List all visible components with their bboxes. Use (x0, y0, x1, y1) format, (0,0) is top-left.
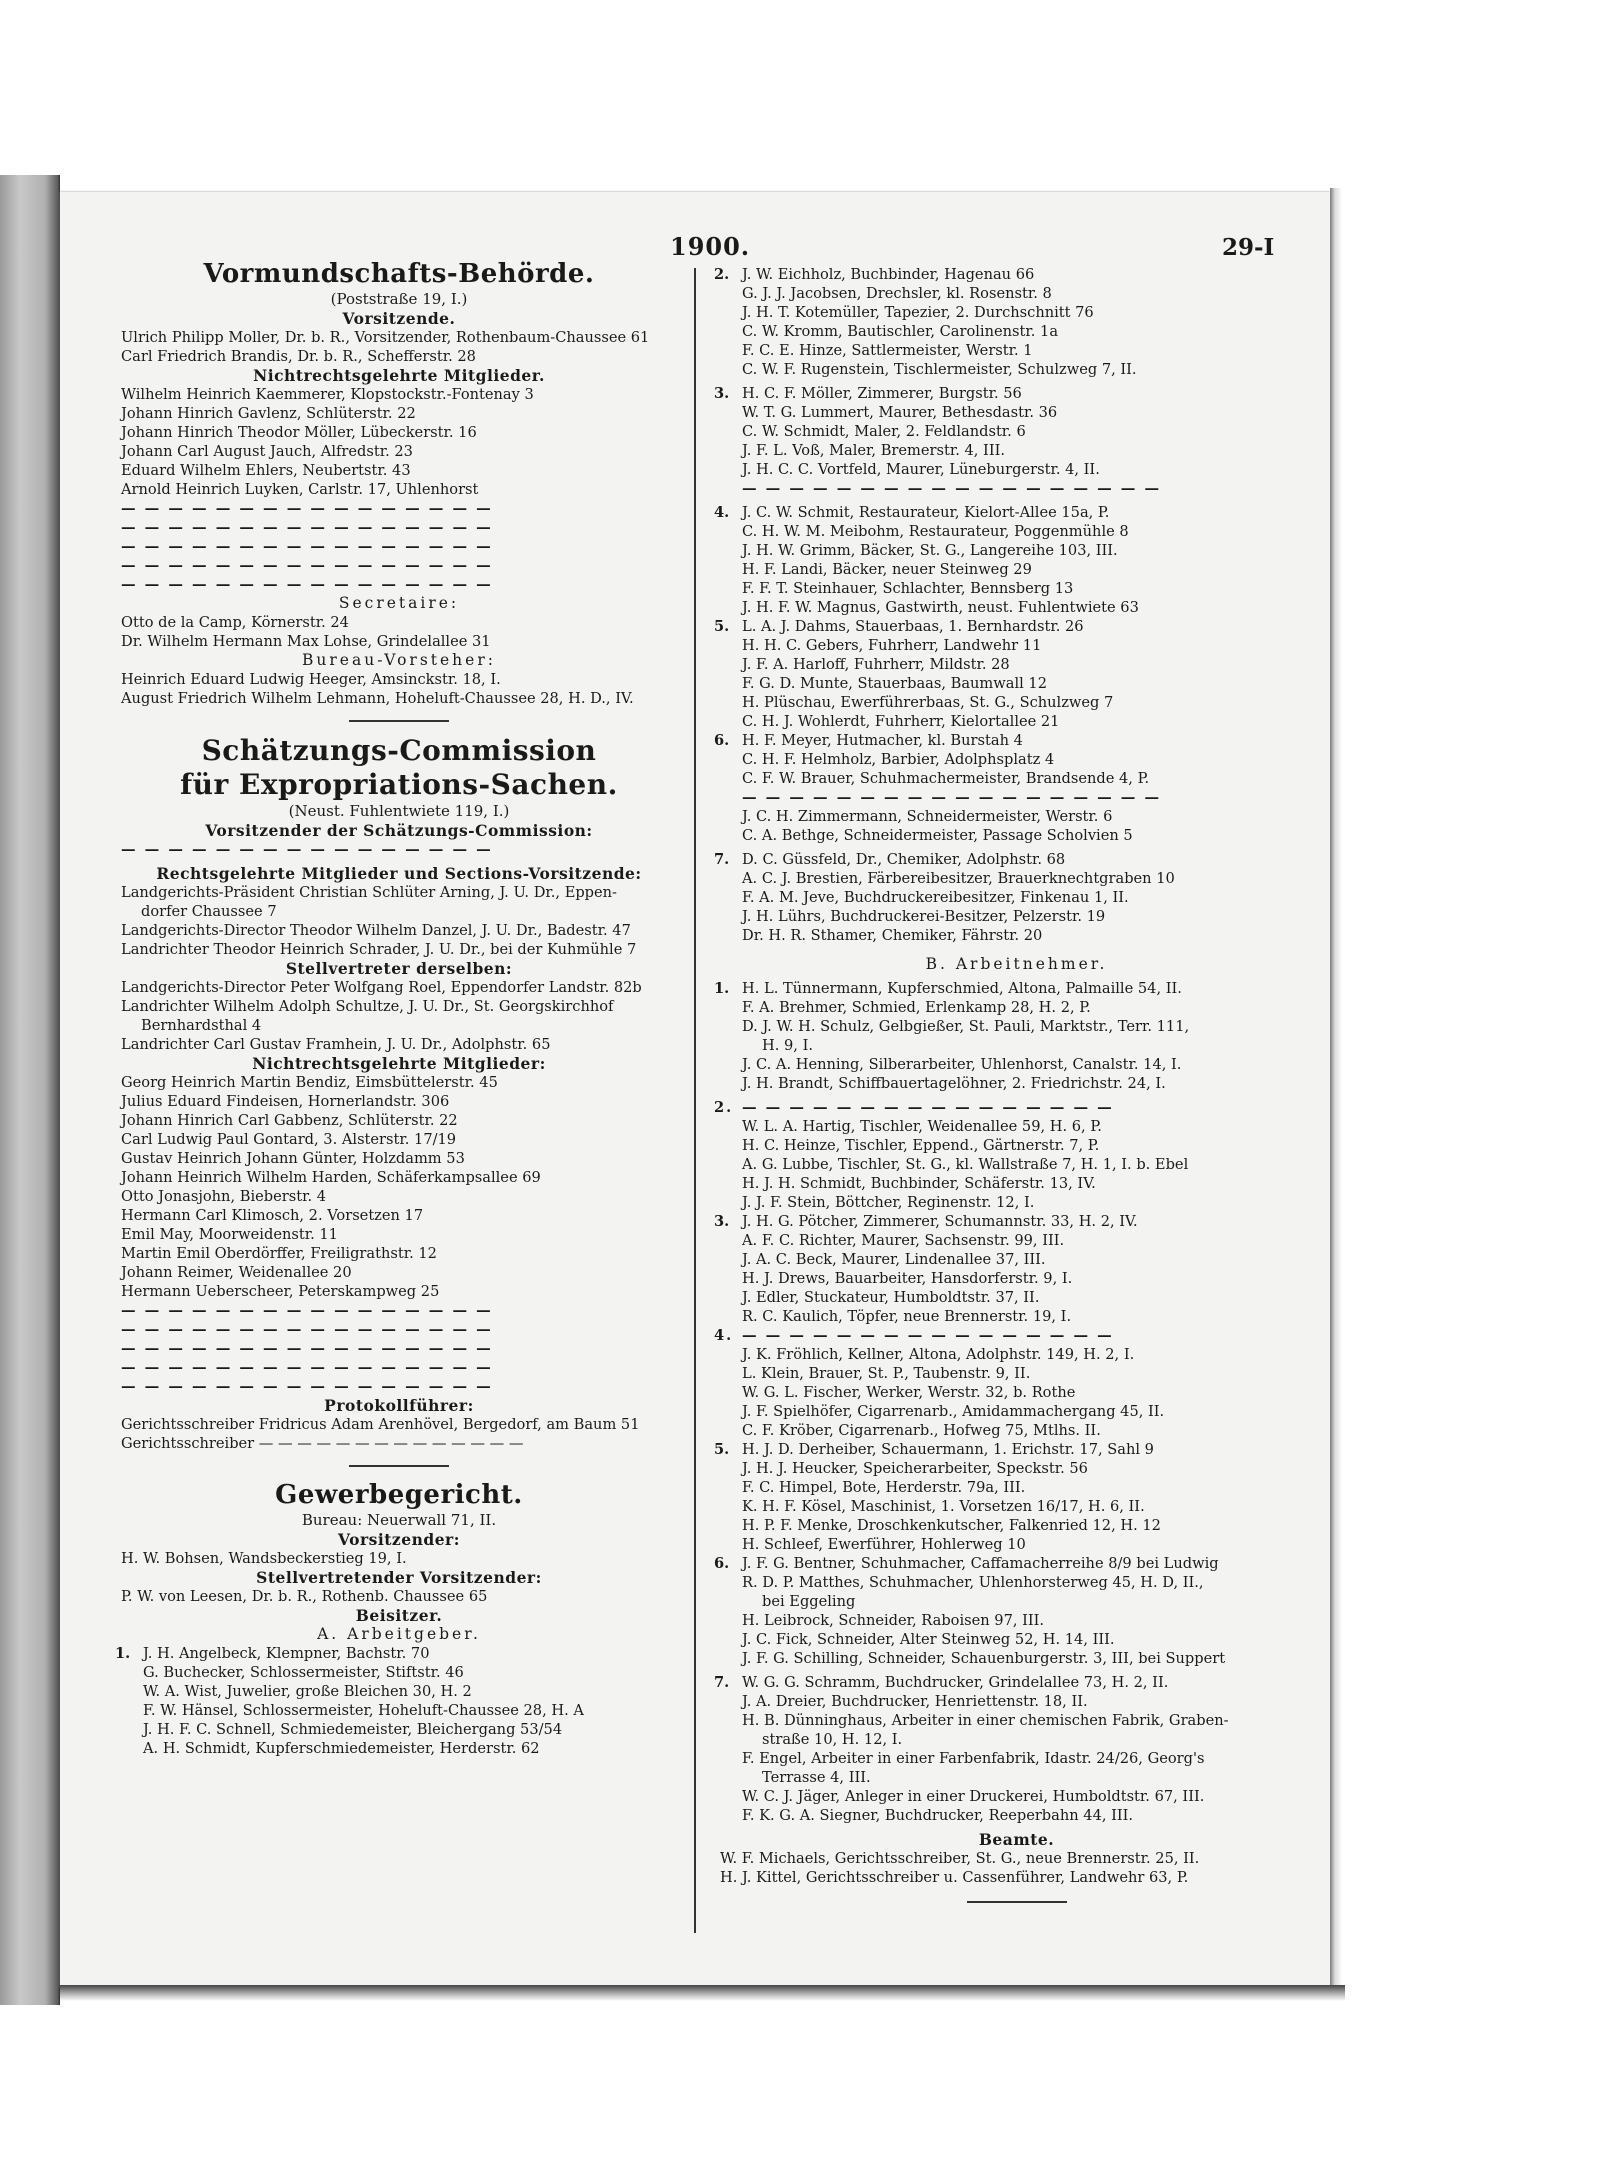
list-item: Carl Ludwig Paul Gontard, 3. Alsterstr. 17/19 (121, 1131, 457, 1148)
subheading-vorsitzender: Vorsitzender: (338, 1530, 460, 1549)
group-number: 1. (115, 1645, 131, 1662)
list-item: R. D. P. Matthes, Schuhmacher, Uhlenhorsterweg 45, H. D, II., (742, 1574, 1204, 1591)
list-item: Arnold Heinrich Luyken, Carlstr. 17, Uhlenhorst (121, 481, 479, 498)
vacancy-dashes: — — — — — — — — — — — — — — — — (121, 841, 493, 858)
list-item: Landrichter Wilhelm Adolph Schultze, J. U. Dr., St. Georgskirchhof (121, 998, 614, 1015)
list-item: Landrichter Carl Gustav Framhein, J. U. Dr., Adolphstr. 65 (121, 1036, 551, 1053)
list-item: J. F. L. Voß, Maler, Bremerstr. 4, III. (742, 442, 1005, 459)
subheading-nichtrechtsgelehrte: Nichtrechtsgelehrte Mitglieder: (252, 1054, 546, 1073)
list-item: Johann Hinrich Theodor Möller, Lübeckerstr. 16 (121, 424, 477, 441)
vacancy-dashes: — — — — — — — — — — — — — — — — (121, 576, 493, 593)
list-item: J. C. Fick, Schneider, Alter Steinweg 52, H. 14, III. (742, 1631, 1115, 1648)
subheading-stellvertreter: Stellvertreter derselben: (285, 959, 513, 978)
list-item: J. F. Spielhöfer, Cigarrenarb., Amidammachergang 45, II. (742, 1403, 1165, 1420)
list-item: W. L. A. Hartig, Tischler, Weidenallee 59, H. 6, P. (742, 1118, 1102, 1135)
list-item: August Friedrich Wilhelm Lehmann, Hoheluft-Chaussee 28, H. D., IV. (121, 690, 634, 707)
column-divider (694, 268, 696, 1933)
list-item: J. H. Brandt, Schiffbauertagelöhner, 2. Friedrichstr. 24, I. (742, 1075, 1166, 1092)
vacancy-dashes: — — — — — — — — — — — — — — — — (121, 519, 493, 536)
list-item: C. A. Bethge, Schneidermeister, Passage Scholvien 5 (742, 827, 1133, 844)
vacancy-dashes: — — — — — — — — — — — — — — — — (121, 1340, 493, 1357)
right-column (714, 265, 1319, 1915)
list-item: 7. W. G. G. Schramm, Buchdrucker, Grindelallee 73, H. 2, II. (714, 1674, 1169, 1691)
list-item: G. Buchecker, Schlossermeister, Stiftstr. 46 (143, 1664, 464, 1681)
list-item: J. H. C. C. Vortfeld, Maurer, Lüneburgerstr. 4, II. (742, 461, 1100, 478)
list-item: F. A. M. Jeve, Buchdruckereibesitzer, Finkenau 1, II. (742, 889, 1129, 906)
subheading-secretaire: Secretaire: (338, 594, 460, 612)
vacancy-dashes: — — — — — — — — — — — — — — — — — — (742, 789, 1162, 806)
group-number: 2. (714, 1099, 734, 1116)
list-item-continued: dorfer Chaussee 7 (141, 903, 277, 920)
list-item: P. W. von Leesen, Dr. b. R., Rothenb. Chaussee 65 (121, 1588, 488, 1605)
list-item: A. G. Lubbe, Tischler, St. G., kl. Wallstraße 7, H. 1, I. b. Ebel (742, 1156, 1189, 1173)
list-item: J. A. Dreier, Buchdrucker, Henriettenstr. 18, II. (742, 1693, 1088, 1710)
vacancy-dashes: — — — — — — — — — — — — — — — — (121, 1359, 493, 1376)
list-item: 7. D. C. Güssfeld, Dr., Chemiker, Adolphstr. 68 (714, 851, 1066, 868)
subheading-mitglieder: Nichtrechtsgelehrte Mitglieder. (253, 366, 545, 385)
list-item: J. F. A. Harloff, Fuhrherr, Mildstr. 28 (742, 656, 1010, 673)
list-item: 5. H. J. D. Derheiber, Schauermann, 1. Erichstr. 17, Sahl 9 (714, 1441, 1154, 1458)
subheading-beamte: Beamte. (978, 1830, 1055, 1849)
subheading-vorsitzende: Vorsitzende. (342, 309, 456, 328)
group-number: 5. (714, 1441, 730, 1458)
subheading-rechtsgelehrte: Rechtsgelehrte Mitglieder und Sections-Vorsitzende: (156, 864, 642, 883)
list-item: W. G. L. Fischer, Werker, Werstr. 32, b. Rothe (742, 1384, 1076, 1401)
list-item-continued: Bernhardsthal 4 (141, 1017, 262, 1034)
list-item: Johann Hinrich Gavlenz, Schlüterstr. 22 (121, 405, 416, 422)
section-address: (Poststraße 19, I.) (330, 290, 468, 308)
group-number: 6. (714, 1555, 730, 1572)
list-item: W. T. G. Lummert, Maurer, Bethesdastr. 36 (742, 404, 1058, 421)
group-number: 4. (714, 1327, 734, 1344)
list-item: F. C. E. Hinze, Sattlermeister, Werstr. 1 (742, 342, 1033, 359)
list-item: C. H. J. Wohlerdt, Fuhrherr, Kielortallee 21 (742, 713, 1060, 730)
list-item: 3. J. H. G. Pötcher, Zimmerer, Schumannstr. 33, H. 2, IV. (714, 1213, 1138, 1230)
list-item: J. H. F. W. Magnus, Gastwirth, neust. Fuhlentwiete 63 (742, 599, 1139, 616)
list-item: 6. H. F. Meyer, Hutmacher, kl. Burstah 4 (714, 732, 1023, 749)
section-title-schaetzung: Schätzungs-Commission (201, 734, 597, 767)
group-number: 4. (714, 504, 730, 521)
list-item: 4. J. C. W. Schmit, Restaurateur, Kielort-Allee 15a, P. (714, 504, 1110, 521)
group-number: 2. (714, 266, 730, 283)
list-item: H. Schleef, Ewerführer, Hohlerweg 10 (742, 1536, 1026, 1553)
group-number: 7. (714, 851, 730, 868)
list-item: F. A. Brehmer, Schmied, Erlenkamp 28, H. 2, P. (742, 999, 1091, 1016)
subheading-protokoll: Protokollführer: (324, 1396, 474, 1415)
list-item: Johann Hinrich Carl Gabbenz, Schlüterstr. 22 (121, 1112, 458, 1129)
adjacent-page-edge (0, 175, 60, 2005)
group-number: 1. (714, 980, 730, 997)
list-item: C. H. F. Helmholz, Barbier, Adolphsplatz 4 (742, 751, 1055, 768)
list-item: J. H. Lührs, Buchdruckerei-Besitzer, Pelzerstr. 19 (742, 908, 1106, 925)
list-item: Landgerichts-Director Theodor Wilhelm Danzel, J. U. Dr., Badestr. 47 (121, 922, 631, 939)
page-bottom-edge (60, 1985, 1345, 2001)
list-item: H. J. Kittel, Gerichtsschreiber u. Cassenführer, Landwehr 63, P. (720, 1869, 1189, 1886)
section-title-gewerbegericht: Gewerbegericht. (275, 1480, 523, 1510)
list-item: R. C. Kaulich, Töpfer, neue Brennerstr. 19, I. (742, 1308, 1072, 1325)
list-item: Landgerichts-Präsident Christian Schlüter Arning, J. U. Dr., Eppen- (121, 884, 617, 901)
list-item-continued: straße 10, H. 12, I. (762, 1731, 903, 1748)
list-item: J. J. F. Stein, Böttcher, Reginenstr. 12, I. (742, 1194, 1035, 1211)
list-item: Johann Carl August Jauch, Alfredstr. 23 (121, 443, 413, 460)
list-item: Carl Friedrich Brandis, Dr. b. R., Schefferstr. 28 (121, 348, 476, 365)
list-item: Johann Reimer, Weidenallee 20 (121, 1264, 352, 1281)
vacancy-dashes: — — — — — — — — — — — — — — — — (121, 538, 493, 555)
list-item: 5. L. A. J. Dahms, Stauerbaas, 1. Bernhardstr. 26 (714, 618, 1084, 635)
list-item: Gerichtsschreiber Fridricus Adam Arenhövel, Bergedorf, am Baum 51 (121, 1416, 640, 1433)
list-item: F. F. T. Steinhauer, Schlachter, Bennsberg 13 (742, 580, 1074, 597)
subheading-stellvertretender: Stellvertretender Vorsitzender: (256, 1568, 542, 1587)
list-item: H. Plüschau, Ewerführerbaas, St. G., Schulzweg 7 (742, 694, 1114, 711)
list-item: G. J. J. Jacobsen, Drechsler, kl. Rosenstr. 8 (742, 285, 1052, 302)
list-item: A. H. Schmidt, Kupferschmiedemeister, Herderstr. 62 (143, 1740, 540, 1757)
list-item: Otto Jonasjohn, Bieberstr. 4 (121, 1188, 327, 1205)
list-item: Georg Heinrich Martin Bendiz, Eimsbüttelerstr. 45 (121, 1074, 498, 1091)
list-item: Emil May, Moorweidenstr. 11 (121, 1226, 338, 1243)
list-item: D. J. W. H. Schulz, Gelbgießer, St. Pauli, Marktstr., Terr. 111, (742, 1018, 1190, 1035)
list-item: J. C. A. Henning, Silberarbeiter, Uhlenhorst, Canalstr. 14, I. (742, 1056, 1182, 1073)
list-item: J. C. H. Zimmermann, Schneidermeister, Werstr. 6 (742, 808, 1113, 825)
section-divider (349, 720, 449, 722)
subheading-bureau: Bureau-Vorsteher: (302, 651, 496, 669)
left-column (115, 258, 683, 1758)
group-number: 3. (714, 385, 730, 402)
list-item: Dr. Wilhelm Hermann Max Lohse, Grindelallee 31 (121, 633, 491, 650)
list-item: H. C. Heinze, Tischler, Eppend., Gärtnerstr. 7, P. (742, 1137, 1100, 1154)
header-page-number: 29-I (1222, 234, 1275, 261)
list-item: C. W. Kromm, Bautischler, Carolinenstr. 1a (742, 323, 1059, 340)
section-address: Bureau: Neuerwall 71, II. (301, 1511, 497, 1529)
list-item: H. B. Dünninghaus, Arbeiter in einer chemischen Fabrik, Graben- (742, 1712, 1229, 1729)
list-item: Landgerichts-Director Peter Wolfgang Roel, Eppendorfer Landstr. 82b (121, 979, 642, 996)
list-item: A. C. J. Brestien, Färbereibesitzer, Brauerknechtgraben 10 (742, 870, 1175, 887)
vacancy-dashes: — — — — — — — — — — — — — — — — (121, 557, 493, 574)
list-item: F. Engel, Arbeiter in einer Farbenfabrik, Idastr. 24/26, Georg's (742, 1750, 1205, 1767)
vacancy-dashes: 4. — — — — — — — — — — — — — — — — (714, 1327, 1114, 1344)
list-item: 3. H. C. F. Möller, Zimmerer, Burgstr. 56 (714, 385, 1022, 402)
list-item: C. W. F. Rugenstein, Tischlermeister, Schulzweg 7, II. (742, 361, 1137, 378)
list-item: A. F. C. Richter, Maurer, Sachsenstr. 99, III. (742, 1232, 1065, 1249)
vacancy-dashes: — — — — — — — — — — — — — — — — (121, 1378, 493, 1395)
list-item: C. W. Schmidt, Maler, 2. Feldlandstr. 6 (742, 423, 1026, 440)
list-item: Eduard Wilhelm Ehlers, Neubertstr. 43 (121, 462, 411, 479)
list-item-continued: bei Eggeling (762, 1593, 856, 1610)
list-item: C. F. Kröber, Cigarrenarb., Hofweg 75, Mtlhs. II. (742, 1422, 1101, 1439)
group-number: 6. (714, 732, 730, 749)
list-item: Gustav Heinrich Johann Günter, Holzdamm 53 (121, 1150, 465, 1167)
list-item: Landrichter Theodor Heinrich Schrader, J. U. Dr., bei der Kuhmühle 7 (121, 941, 637, 958)
vacancy-dashes: — — — — — — — — — — — — — — — — — — (742, 480, 1162, 497)
list-item: J. Edler, Stuckateur, Humboldtstr. 37, II. (742, 1289, 1040, 1306)
list-item: Wilhelm Heinrich Kaemmerer, Klopstockstr.-Fontenay 3 (121, 386, 534, 403)
list-item: J. A. C. Beck, Maurer, Lindenallee 37, III. (742, 1251, 1046, 1268)
list-item: F. W. Hänsel, Schlossermeister, Hoheluft-Chaussee 28, H. A (143, 1702, 584, 1719)
vacancy-dashes: 2. — — — — — — — — — — — — — — — — (714, 1099, 1114, 1116)
list-item: Martin Emil Oberdörffer, Freiligrathstr. 12 (121, 1245, 437, 1262)
list-item: C. F. W. Brauer, Schuhmachermeister, Brandsende 4, P. (742, 770, 1150, 787)
list-item: W. C. J. Jäger, Anleger in einer Druckerei, Humboldtstr. 67, III. (742, 1788, 1205, 1805)
list-item: Gerichtsschreiber — — — — — — — — — — — — — — (121, 1435, 524, 1452)
list-item: F. G. D. Munte, Stauerbaas, Baumwall 12 (742, 675, 1048, 692)
vacancy-dashes: — — — — — — — — — — — — — — — — (121, 500, 493, 517)
list-item: F. C. Himpel, Bote, Herderstr. 79a, III. (742, 1479, 1026, 1496)
list-item: H. J. Drews, Bauarbeiter, Hansdorferstr. 9, I. (742, 1270, 1073, 1287)
list-item: 6. J. F. G. Bentner, Schuhmacher, Caffamacherreihe 8/9 bei Ludwig (714, 1555, 1219, 1572)
subheading-arbeitgeber: A. Arbeitgeber. (317, 1625, 481, 1643)
list-item: H. Leibrock, Schneider, Raboisen 97, III. (742, 1612, 1045, 1629)
list-item: W. F. Michaels, Gerichtsschreiber, St. G., neue Brennerstr. 25, II. (720, 1850, 1200, 1867)
list-item: J. H. J. Heucker, Speicherarbeiter, Speckstr. 56 (742, 1460, 1088, 1477)
list-item: Heinrich Eduard Ludwig Heeger, Amsinckstr. 18, I. (121, 671, 501, 688)
list-item: W. A. Wist, Juwelier, große Bleichen 30, H. 2 (143, 1683, 472, 1700)
subheading-vorsitz: Vorsitzender der Schätzungs-Commission: (205, 821, 593, 840)
list-item: Otto de la Camp, Körnerstr. 24 (121, 614, 349, 631)
list-item: J. K. Fröhlich, Kellner, Altona, Adolphstr. 149, H. 2, I. (742, 1346, 1135, 1363)
list-item: Julius Eduard Findeisen, Hornerlandstr. 306 (121, 1093, 450, 1110)
section-divider (349, 1465, 449, 1467)
list-item: K. H. F. Kösel, Maschinist, 1. Vorsetzen 16/17, H. 6, II. (742, 1498, 1145, 1515)
list-item: H. P. F. Menke, Droschkenkutscher, Falkenried 12, H. 12 (742, 1517, 1161, 1534)
list-item: H. H. C. Gebers, Fuhrherr, Landwehr 11 (742, 637, 1042, 654)
list-item: C. H. W. M. Meibohm, Restaurateur, Poggenmühle 8 (742, 523, 1129, 540)
list-item-continued: H. 9, I. (762, 1037, 813, 1054)
list-item: H. F. Landi, Bäcker, neuer Steinweg 29 (742, 561, 1032, 578)
group-number: 3. (714, 1213, 730, 1230)
list-item: 2. J. W. Eichholz, Buchbinder, Hagenau 66 (714, 266, 1035, 283)
vacancy-dashes: — — — — — — — — — — — — — — — — (121, 1302, 493, 1319)
list-item: J. H. F. C. Schnell, Schmiedemeister, Bleichergang 53/54 (143, 1721, 563, 1738)
section-divider (967, 1901, 1067, 1903)
section-address: (Neust. Fuhlentwiete 119, I.) (288, 802, 510, 820)
list-item: Dr. H. R. Sthamer, Chemiker, Fährstr. 20 (742, 927, 1043, 944)
section-title-expropriation: für Expropriations-Sachen. (180, 768, 618, 801)
subheading-beisitzer: Beisitzer. (355, 1606, 443, 1625)
list-item: H. W. Bohsen, Wandsbeckerstieg 19, I. (121, 1550, 407, 1567)
subheading-arbeitnehmer: B. Arbeitnehmer. (925, 955, 1108, 973)
list-item: J. H. W. Grimm, Bäcker, St. G., Langereihe 103, III. (742, 542, 1118, 559)
list-item: F. K. G. A. Siegner, Buchdrucker, Reeperbahn 44, III. (742, 1807, 1134, 1824)
list-item: J. H. T. Kotemüller, Tapezier, 2. Durchschnitt 76 (742, 304, 1094, 321)
list-item: L. Klein, Brauer, St. P., Taubenstr. 9, II. (742, 1365, 1031, 1382)
list-item: J. F. G. Schilling, Schneider, Schauenburgerstr. 3, III, bei Suppert (742, 1650, 1226, 1667)
page-right-edge (1330, 188, 1342, 1998)
list-item: Hermann Carl Klimosch, 2. Vorsetzen 17 (121, 1207, 424, 1224)
list-item: H. J. H. Schmidt, Buchbinder, Schäferstr. 13, IV. (742, 1175, 1096, 1192)
list-item: 1. J. H. Angelbeck, Klempner, Bachstr. 70 (115, 1645, 430, 1662)
header-year: 1900. (670, 232, 751, 261)
group-number: 7. (714, 1674, 730, 1691)
vacancy-dashes: — — — — — — — — — — — — — — — — (121, 1321, 493, 1338)
list-item: 1. H. L. Tünnermann, Kupferschmied, Altona, Palmaille 54, II. (714, 980, 1182, 997)
group-number: 5. (714, 618, 730, 635)
list-item: Ulrich Philipp Moller, Dr. b. R., Vorsitzender, Rothenbaum-Chaussee 61 (121, 329, 650, 346)
list-item-continued: Terrasse 4, III. (762, 1769, 871, 1786)
list-item: Johann Heinrich Wilhelm Harden, Schäferkampsallee 69 (121, 1169, 541, 1186)
list-item: Hermann Ueberscheer, Peterskampweg 25 (121, 1283, 440, 1300)
section-title-vormundschaft: Vormundschafts-Behörde. (203, 259, 595, 289)
